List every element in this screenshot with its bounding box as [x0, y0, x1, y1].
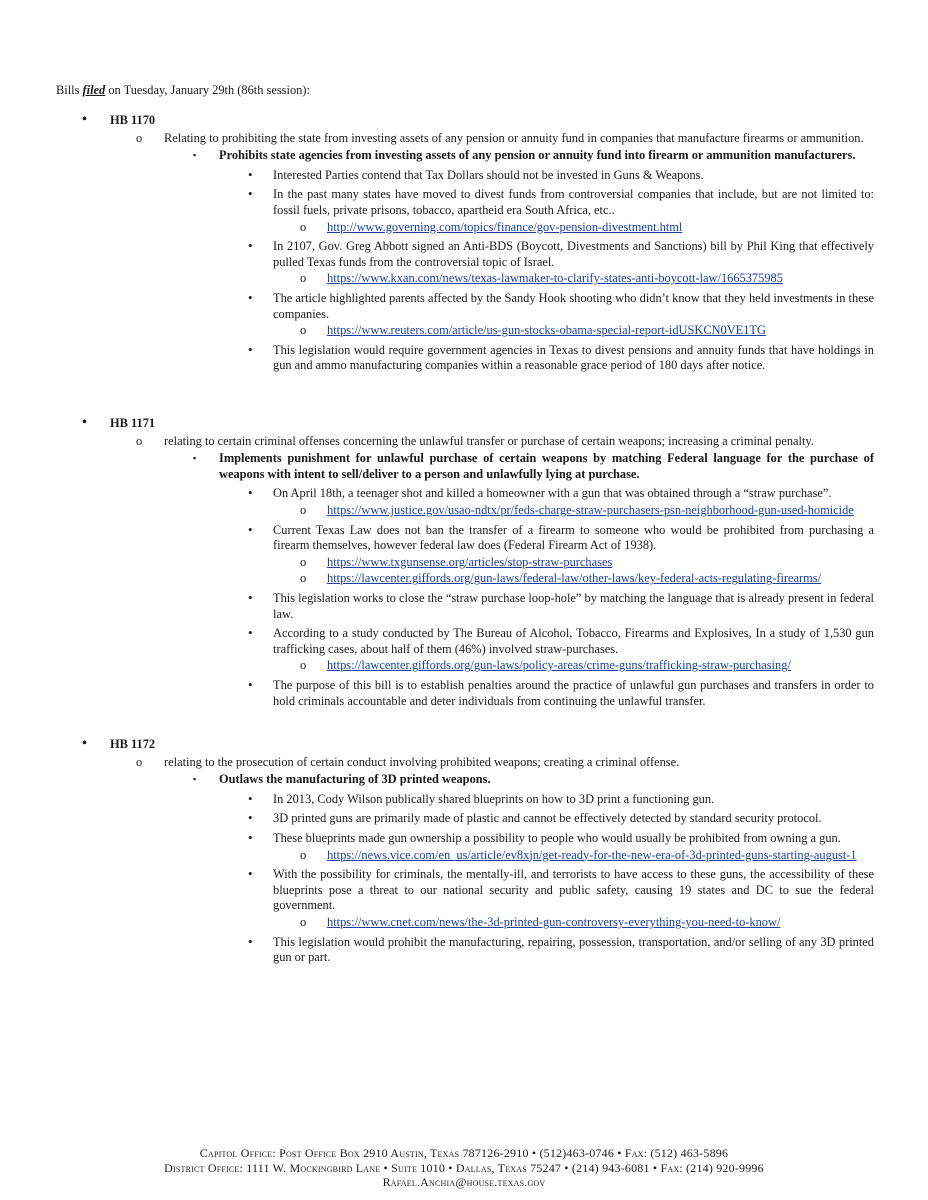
source-link[interactable]: https://www.justice.gov/usao-ndtx/pr/feds-charge-straw-purchasers-psn-neighborhood-gun-used-homicide: [327, 502, 854, 517]
source-link-row: [0, 658, 928, 674]
source-link[interactable]: https://lawcenter.giffords.org/gun-laws/policy-areas/crime-guns/trafficking-straw-purchasing/: [327, 658, 791, 673]
bullet-marker: •: [248, 676, 253, 692]
bill-section-hb1172: [0, 737, 928, 966]
bill-number: [0, 113, 928, 129]
source-link[interactable]: https://www.reuters.com/article/us-gun-stocks-obama-special-report-idUSKCN0VE1TG: [327, 323, 766, 338]
point-text: These blueprints made gun ownership a possibility to people who would usually be prohibited from owning a gun.: [273, 830, 841, 845]
source-link-row: [0, 271, 928, 287]
bill-point: [0, 343, 928, 374]
relating-text: Relating to prohibiting the state from investing assets of any pension or annuity fund in companies that manufacture firearms or ammunition.: [164, 130, 864, 145]
bill-summary: [0, 451, 928, 482]
bullet-marker: o: [300, 323, 307, 338]
summary-text: Prohibits state agencies from investing assets of any pension or annuity fund into firearm or ammunition manufacturers.: [219, 148, 856, 163]
bill-summary: [0, 148, 928, 164]
bill-point: [0, 811, 928, 827]
bullet-marker: •: [248, 810, 253, 826]
summary-text: Implements punishment for unlawful purchase of certain weapons by matching Federal language for the purchase of weapons with intent to sell/deliver to a person and unlawfully lying at purchase.: [219, 451, 874, 481]
bullet-marker: ▪: [193, 150, 197, 161]
intro-line: [56, 83, 310, 99]
point-text: With the possibility for criminals, the mentally-ill, and terrorists to have access to these guns, the accessibility of these blueprints pose a threat to our national security and public safety, causing 19 states and DC to sue the federal government.: [273, 867, 874, 913]
intro-filed: filed: [82, 83, 106, 97]
point-text: Interested Parties contend that Tax Dollars should not be invested in Guns & Weapons.: [273, 167, 704, 182]
relating-text: relating to the prosecution of certain conduct involving prohibited weapons; creating a criminal offense.: [164, 754, 680, 769]
point-text: In the past many states have moved to divest funds from controversial companies that include, but are not limited to: fossil fuels, private prisons, tobacco, apartheid era South Africa, etc..: [273, 187, 874, 217]
intro-suffix: on Tuesday, January 29th (86th session):: [105, 83, 310, 97]
point-text: In 2107, Gov. Greg Abbott signed an Anti-BDS (Boycott, Divestments and Sanctions) bill by Phil King that effectively pulled Texas funds from the controversial topic of Israel.: [273, 239, 874, 269]
bill-number: [0, 416, 928, 432]
bullet-marker: •: [248, 341, 253, 357]
point-text: This legislation works to close the “straw purchase loop-hole” by matching the language that is already present in federal law.: [273, 590, 874, 621]
bullet-marker: •: [248, 589, 253, 605]
point-text: The article highlighted parents affected by the Sandy Hook shooting who didn’t know that they held investments in these companies.: [273, 290, 874, 321]
source-link-row: [0, 503, 928, 519]
bullet-marker: o: [136, 754, 143, 769]
bullet-marker: •: [248, 186, 253, 202]
bill-summary: [0, 772, 928, 788]
point-text: The purpose of this bill is to establish penalties around the practice of unlawful gun purchases and transfers in order to hold criminals accountable and deter individuals from continuing the unlawful transfer.: [273, 677, 874, 708]
bullet-marker: o: [300, 847, 307, 862]
bill-point: [0, 626, 928, 657]
bullet-marker: •: [248, 289, 253, 305]
source-link[interactable]: https://news.vice.com/en_us/article/ev8xjn/get-ready-for-the-new-era-of-3d-printed-guns-starting-august-1: [327, 847, 857, 862]
source-link-row: [0, 555, 928, 571]
footer-contact: [0, 1146, 928, 1190]
bill-point: [0, 486, 928, 502]
bill-point: [0, 792, 928, 808]
bullet-marker: •: [248, 933, 253, 949]
bullet-marker: o: [300, 571, 307, 586]
bill-number-text: HB 1172: [110, 737, 156, 751]
bullet-marker: •: [82, 415, 87, 430]
point-text: On April 18th, a teenager shot and killed a homeowner with a gun that was obtained through a “straw purchase”.: [273, 486, 832, 501]
bullet-marker: •: [248, 829, 253, 845]
bullet-marker: •: [248, 238, 253, 254]
bullet-marker: •: [82, 736, 87, 751]
bullet-marker: o: [136, 433, 143, 448]
bullet-marker: •: [248, 866, 253, 882]
bullet-marker: •: [248, 166, 253, 182]
source-link[interactable]: https://www.cnet.com/news/the-3d-printed-gun-controversy-everything-you-need-to-know/: [327, 914, 781, 929]
intro-prefix: Bills: [56, 83, 83, 97]
bullet-marker: •: [248, 485, 253, 501]
bill-point: [0, 591, 928, 622]
source-link[interactable]: https://www.txgunsense.org/articles/stop-straw-purchases: [327, 554, 613, 569]
source-link[interactable]: https://lawcenter.giffords.org/gun-laws/federal-law/other-laws/key-federal-acts-regulating-firearms/: [327, 571, 822, 586]
bill-point: [0, 168, 928, 184]
bill-point: [0, 187, 928, 218]
bullet-marker: o: [300, 219, 307, 234]
bill-point: [0, 523, 928, 554]
source-link-row: [0, 220, 928, 236]
bill-number: [0, 737, 928, 753]
footer-district-office: District Office: 1111 W. Mockingbird Lane • Suite 1010 • Dallas, Texas 75247 • (214) 943-6081 • Fax: (214) 920-9996: [164, 1160, 764, 1175]
bill-section-hb1170: [0, 113, 928, 374]
bullet-marker: o: [300, 658, 307, 673]
bullet-marker: o: [300, 271, 307, 286]
footer-email: Rafael.Anchia@house.texas.gov: [382, 1175, 546, 1189]
point-text: This legislation would require government agencies in Texas to divest pensions and annuity funds that have holdings in gun and ammo manufacturing companies within a reasonable grace period of 180 days after notice.: [273, 342, 874, 373]
point-text: 3D printed guns are primarily made of plastic and cannot be effectively detected by standard security protocol.: [273, 811, 822, 826]
bullet-marker: ▪: [193, 453, 197, 464]
bullet-marker: o: [136, 130, 143, 145]
bill-point: [0, 831, 928, 847]
bill-section-hb1171: [0, 416, 928, 709]
bill-number-text: HB 1170: [110, 113, 156, 127]
point-text: In 2013, Cody Wilson publically shared blueprints on how to 3D print a functioning gun.: [273, 791, 715, 806]
source-link-row: [0, 915, 928, 931]
bullet-marker: o: [300, 554, 307, 569]
bill-point: [0, 291, 928, 322]
source-link[interactable]: http://www.governing.com/topics/finance/gov-pension-divestment.html: [327, 219, 683, 234]
source-link-row: [0, 571, 928, 587]
bullet-marker: •: [248, 790, 253, 806]
bullet-marker: o: [300, 502, 307, 517]
source-link[interactable]: https://www.kxan.com/news/texas-lawmaker-to-clarify-states-anti-boycott-law/1665375985: [327, 271, 783, 286]
bill-relating-clause: [0, 131, 928, 147]
bullet-marker: •: [248, 521, 253, 537]
footer-capitol-office: Capitol Office: Post Office Box 2910 Austin, Texas 787126-2910 • (512)463-0746 • Fax: (512) 463-5896: [199, 1146, 729, 1160]
bill-relating-clause: [0, 434, 928, 450]
summary-text: Outlaws the manufacturing of 3D printed weapons.: [219, 772, 491, 787]
bullet-marker: •: [248, 625, 253, 641]
bullet-marker: o: [300, 914, 307, 929]
bill-point: [0, 678, 928, 709]
source-link-row: [0, 848, 928, 864]
point-text: According to a study conducted by The Bureau of Alcohol, Tobacco, Firearms and Explosives, In a study of 1,530 gun trafficking cases, about half of them (46%) involved straw-purchases.: [273, 626, 874, 656]
source-link-row: [0, 323, 928, 339]
bullet-marker: •: [82, 112, 87, 127]
point-text: Current Texas Law does not ban the transfer of a firearm to someone who would be prohibited from purchasing a firearm themselves, however federal law does (Federal Firearm Act of 1938).: [273, 522, 874, 553]
bill-point: [0, 867, 928, 914]
point-text: This legislation would prohibit the manufacturing, repairing, possession, transportation, and/or selling of any 3D printed gun or part.: [273, 934, 874, 965]
bill-number-text: HB 1171: [110, 416, 156, 430]
bullet-marker: ▪: [193, 774, 197, 785]
bill-relating-clause: [0, 755, 928, 771]
bill-point: [0, 239, 928, 270]
bill-point: [0, 935, 928, 966]
relating-text: relating to certain criminal offenses concerning the unlawful transfer or purchase of certain weapons; increasing a criminal penalty.: [164, 433, 814, 448]
